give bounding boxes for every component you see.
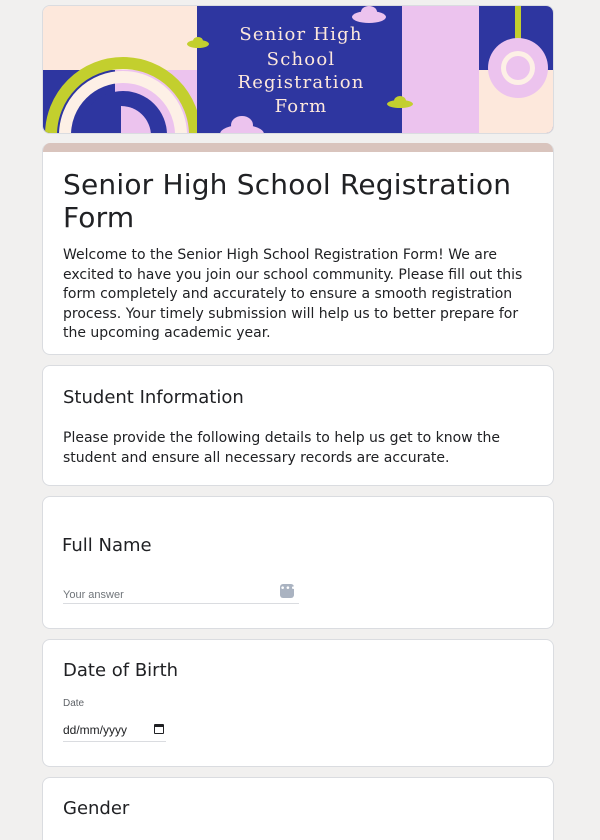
banner-title-line1: Senior High bbox=[239, 24, 363, 45]
date-input-value[interactable]: dd/mm/yyyy bbox=[63, 723, 128, 737]
banner-title-line2: School bbox=[266, 49, 336, 70]
question-card-gender bbox=[42, 777, 554, 840]
question-card-dob bbox=[42, 639, 554, 767]
form-description: Welcome to the Senior High School Registration Form! We are excited to have you join our school community. Please fill out this form completely and accurately to ensure a smooth registration process. Your timely submission will help us to better prepare for the upcoming academic year. bbox=[63, 247, 523, 341]
full-name-field[interactable] bbox=[63, 583, 299, 604]
date-label: Date bbox=[63, 698, 85, 709]
date-input[interactable] bbox=[63, 721, 166, 742]
banner-title-line4: Form bbox=[274, 96, 328, 117]
keyboard-icon[interactable]: ••• bbox=[280, 584, 294, 598]
banner-title-line3: Registration bbox=[237, 72, 365, 93]
calendar-icon[interactable] bbox=[154, 724, 164, 734]
title-card-accent-bar bbox=[43, 143, 553, 152]
header-banner bbox=[42, 5, 554, 134]
section-header-card bbox=[42, 365, 554, 486]
form-title-card bbox=[42, 143, 554, 355]
full-name-input[interactable] bbox=[63, 586, 263, 604]
question-card-full-name bbox=[42, 496, 554, 629]
question-title-full-name: Full Name bbox=[62, 535, 152, 556]
form-title: Senior High School Registration Form bbox=[63, 168, 512, 234]
section-description: Please provide the following details to help us get to know the student and ensure all necessary records are accurate. bbox=[63, 430, 501, 466]
question-title-dob: Date of Birth bbox=[63, 660, 179, 681]
question-title-gender: Gender bbox=[63, 798, 130, 819]
section-title: Student Information bbox=[63, 387, 244, 408]
